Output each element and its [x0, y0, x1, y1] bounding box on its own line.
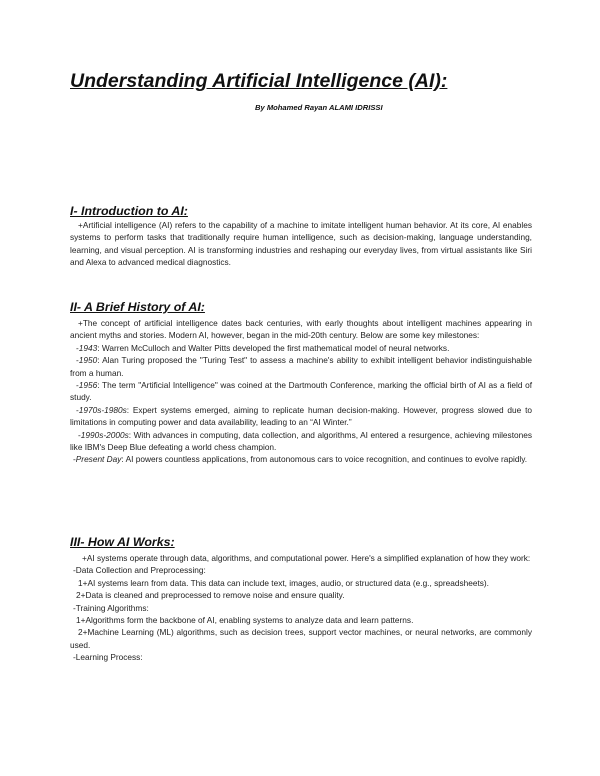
list-item: 1+AI systems learn from data. This data can include text, images, audio, or structured data (e.g., spreadsheets).: [78, 577, 489, 588]
milestone-item: -Present Day: AI powers countless applications, from autonomous cars to voice recognition, and continues to evolve rapidly.: [73, 454, 528, 465]
list-item: 2+Data is cleaned and preprocessed to remove noise and ensure quality.: [76, 590, 345, 601]
author-byline: By Mohamed Rayan ALAMI IDRISSI: [255, 103, 383, 112]
section-heading-introduction: I- Introduction to AI:: [70, 204, 188, 218]
section-body-history: [70, 317, 532, 466]
subheading: -Training Algorithms:: [73, 602, 149, 613]
milestone-item: -1956: The term "Artificial Intelligence" was coined at the Dartmouth Conference, marking the official birth of AI as a field of study.: [70, 380, 532, 403]
paragraph: +Artificial intelligence (AI) refers to the capability of a machine to imitate intelligent human behavior. At its core, AI enables systems to perform tasks that traditionally require human intelligence, such as decision-making, language understanding, learning, and visual perception. AI is transforming industries and reshaping our everyday lives, from virtual assistants like Siri and Alexa to advanced medical diagnostics.: [70, 220, 532, 268]
milestone-item: -1950: Alan Turing proposed the "Turing Test" to assess a machine's ability to exhibit intelligent behavior indistinguishable from a human.: [70, 355, 532, 378]
section-heading-history: II- A Brief History of AI:: [70, 300, 205, 314]
paragraph: +AI systems operate through data, algorithms, and computational power. Here's a simplified explanation of how they work:: [82, 553, 531, 563]
document-title: Understanding Artificial Intelligence (AI):: [70, 70, 448, 92]
milestone-item: -1970s-1980s: Expert systems emerged, aiming to replicate human decision-making. However, progress slowed due to limitations in computing power and data availability, leading to an “AI Winter.”: [70, 404, 532, 428]
milestone-item: -1943: Warren McCulloch and Walter Pitts developed the first mathematical model of neural networks.: [76, 342, 450, 353]
section-heading-how-ai-works: III- How AI Works:: [70, 535, 175, 549]
section-body-how-ai-works: [70, 552, 532, 664]
subheading: -Data Collection and Preprocessing:: [73, 565, 206, 576]
milestone-item: -1990s-2000s: With advances in computing, data collection, and algorithms, AI entered a resurgence, achieving milestones like IBM's Deep Blue defeating a world chess champion.: [70, 429, 532, 453]
section-body-introduction: [70, 219, 532, 269]
paragraph: +The concept of artificial intelligence dates back centuries, with early thoughts about intelligent machines appearing in ancient myths and stories. Modern AI, however, began in the mid-20th century. Below are some key milestones:: [70, 318, 532, 341]
list-item: 1+Algorithms form the backbone of AI, enabling systems to analyze data and learn patterns.: [76, 615, 414, 626]
list-item: 2+Machine Learning (ML) algorithms, such as decision trees, support vector machines, or neural networks, are commonly used.: [70, 627, 532, 650]
subheading: -Learning Process:: [73, 652, 143, 663]
